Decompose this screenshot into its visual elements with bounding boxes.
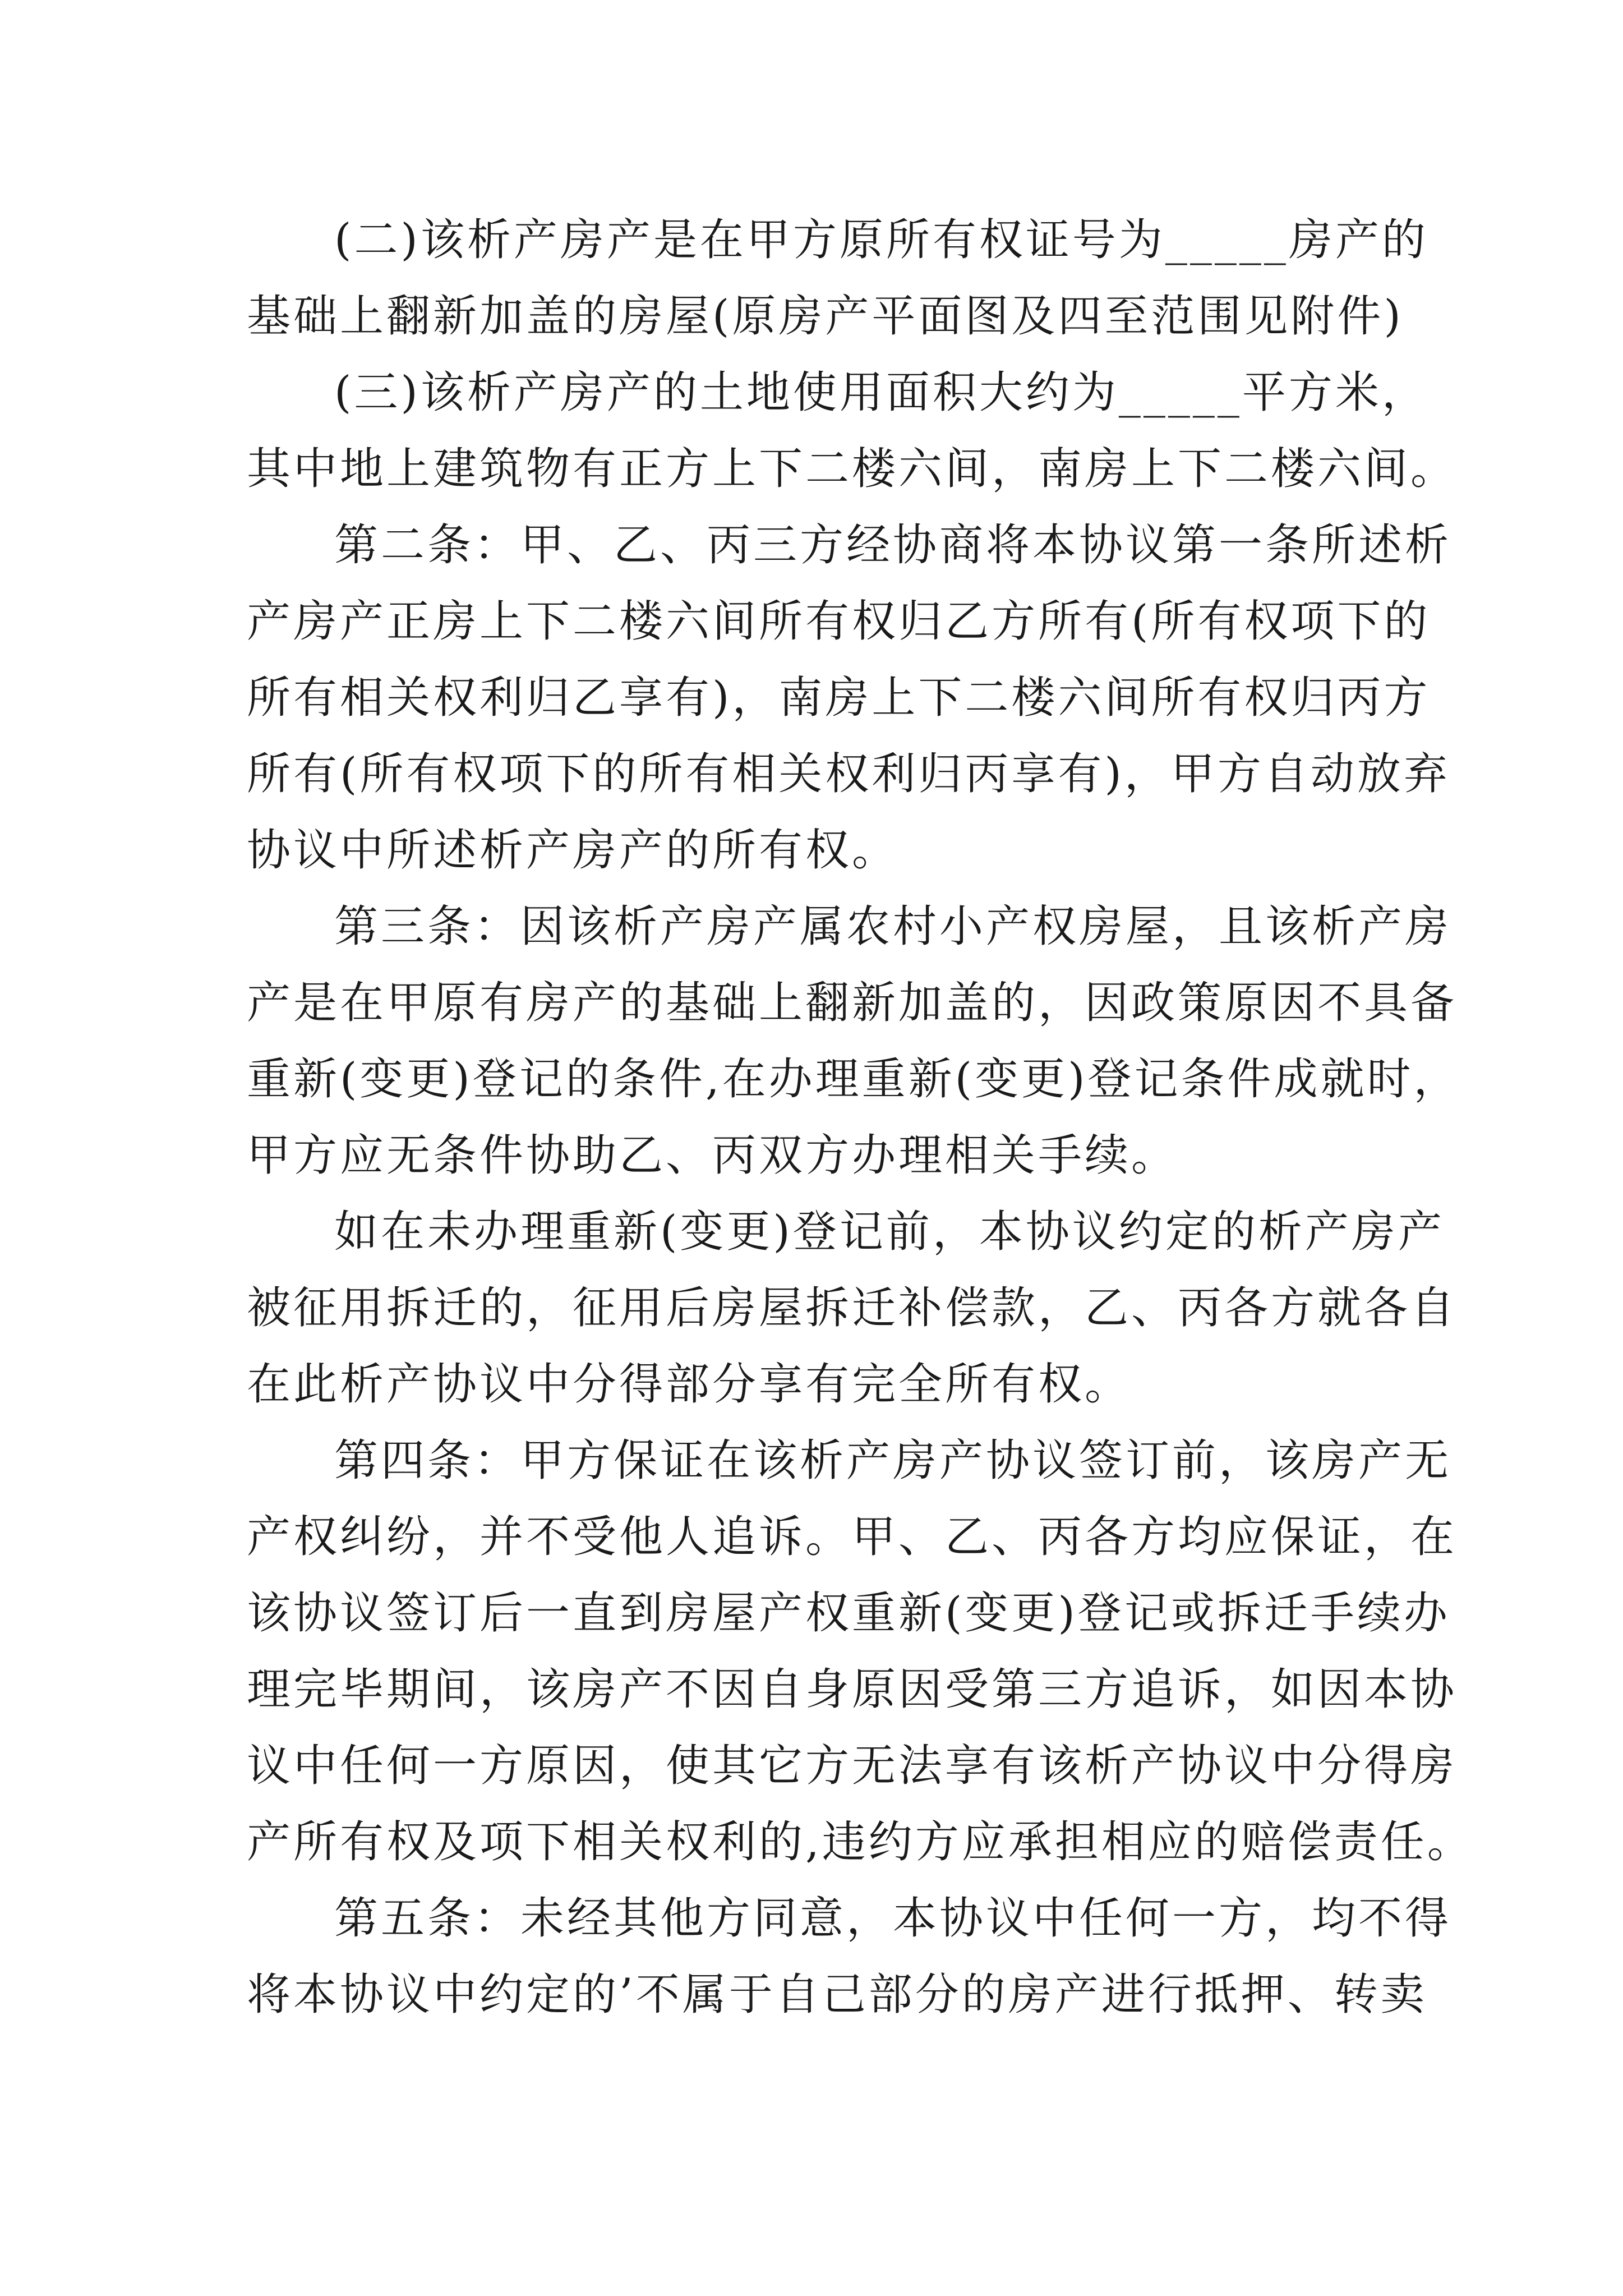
- text-line: (三)该析产房产的土地使用面积大约为_____平方米，: [334, 367, 1428, 418]
- text-line: 如在未办理重新(变更)登记前，本协议约定的析产房产: [334, 1207, 1445, 1257]
- text-line: 产是在甲原有房产的基础上翻新加盖的，因政策原因不具备: [247, 978, 1458, 1028]
- text-line: 第四条：甲方保证在该析产房产协议签订前，该房产无: [334, 1435, 1452, 1486]
- text-line: 第三条：因该析产房产属农村小产权房屋，且该析产房: [334, 901, 1452, 952]
- text-line: 所有(所有权项下的所有相关权利归丙享有)，甲方自动放弃: [247, 749, 1450, 799]
- text-line: 甲方应无条件协助乙、丙双方办理相关手续。: [247, 1130, 1178, 1181]
- text-line: 所有相关权利归乙享有)，南房上下二楼六间所有权归丙方: [247, 673, 1431, 723]
- document-body: [247, 202, 1474, 2033]
- text-line: 协议中所述析产房产的所有权。: [247, 825, 899, 876]
- text-line: 重新(变更)登记的条件,在办理重新(变更)登记条件成就时，: [247, 1054, 1460, 1105]
- text-line: 第二条：甲、乙、丙三方经协商将本协议第一条所述析: [334, 520, 1452, 570]
- text-line: (二)该析产房产是在甲方原所有权证号为_____房产的: [334, 215, 1428, 265]
- text-line: 第五条：未经其他方同意，本协议中任何一方，均不得: [334, 1893, 1452, 1944]
- text-line: 产所有权及项下相关权利的,违约方应承担相应的赔偿责任。: [247, 1817, 1474, 1867]
- text-line: 产房产正房上下二楼六间所有权归乙方所有(所有权项下的: [247, 596, 1431, 647]
- text-line: 该协议签订后一直到房屋产权重新(变更)登记或拆迁手续办: [247, 1588, 1450, 1639]
- text-line: 在此析产协议中分得部分享有完全所有权。: [247, 1359, 1132, 1410]
- text-line: 其中地上建筑物有正方上下二楼六间，南房上下二楼六间。: [247, 444, 1458, 494]
- text-line: 将本协议中约定的’不属于自己部分的房产进行抵押、转卖: [247, 1970, 1427, 2020]
- text-line: 理完毕期间，该房产不因自身原因受第三方追诉，如因本协: [247, 1664, 1458, 1715]
- text-line: 议中任何一方原因，使其它方无法享有该析产协议中分得房: [247, 1741, 1458, 1791]
- text-line: 基础上翻新加盖的房屋(原房产平面图及四至范围见附件): [247, 291, 1404, 342]
- text-line: 产权纠纷，并不受他人追诉。甲、乙、丙各方均应保证，在: [247, 1512, 1458, 1562]
- text-line: 被征用拆迁的，征用后房屋拆迁补偿款，乙、丙各方就各自: [247, 1283, 1458, 1333]
